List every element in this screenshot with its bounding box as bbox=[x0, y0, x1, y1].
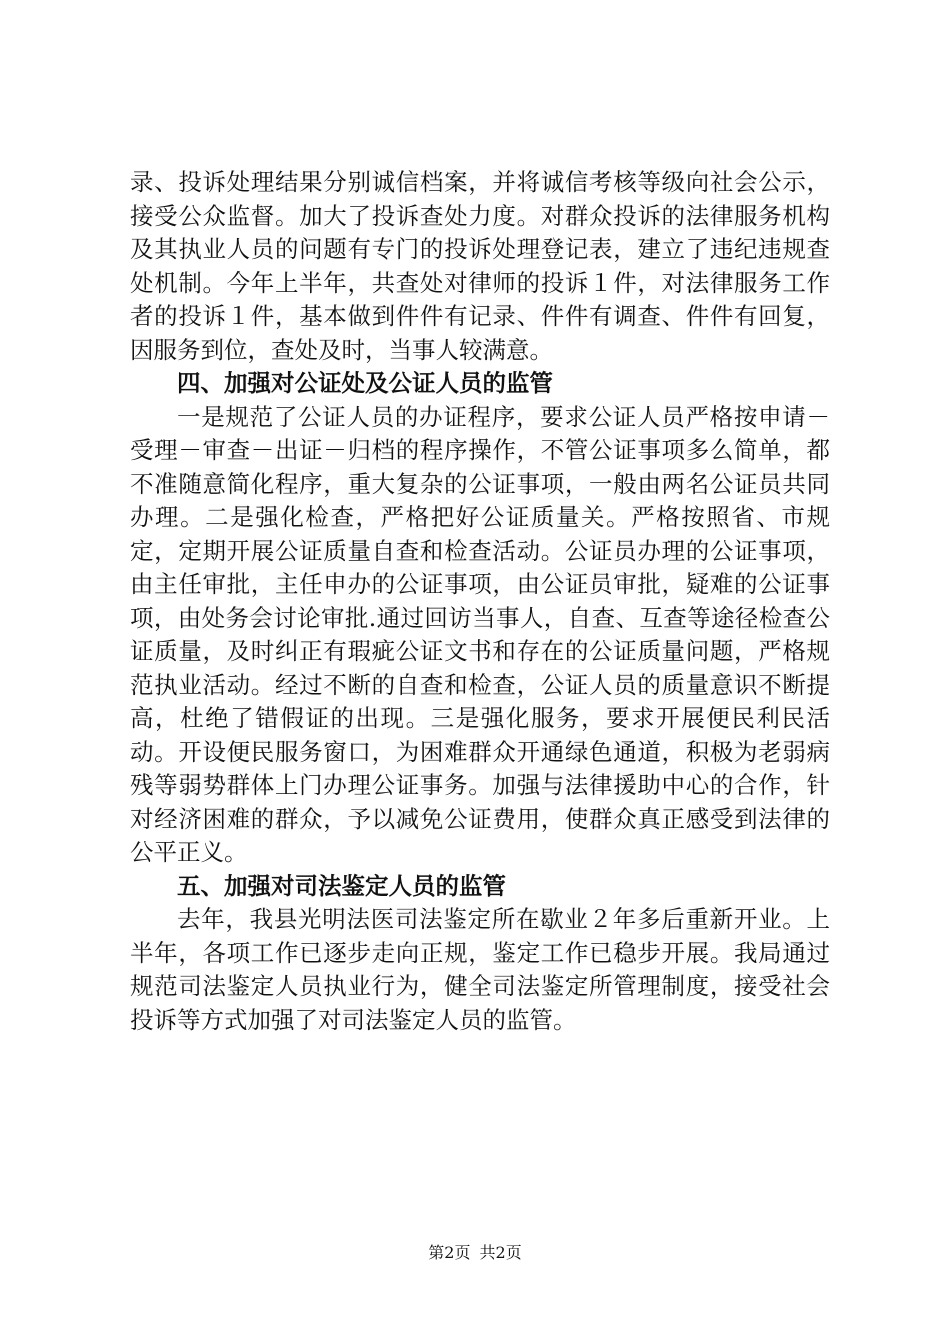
paragraph-forensic: 去年，我县光明法医司法鉴定所在歇业２年多后重新开业。上半年，各项工作已逐步走向正规，鉴定工作已稳步开展。我局通过规范司法鉴定人员执业行为，健全司法鉴定所管理制度，接受社会投诉等方式加强了对司法鉴定人员的监管。 bbox=[130, 905, 830, 1034]
document-body bbox=[130, 166, 830, 1037]
section-heading-notary: 四、加强对公证处及公证人员的监管 bbox=[177, 369, 553, 397]
page-footer bbox=[0, 1243, 950, 1263]
page-total: 共2页 bbox=[479, 1243, 522, 1262]
page-number: 第2页 bbox=[428, 1243, 471, 1262]
paragraph-notary: 一是规范了公证人员的办证程序，要求公证人员严格按申请－受理－审查－出证－归档的程序操作，不管公证事项多么简单，都不准随意简化程序，重大复杂的公证事项，一般由两名公证员共同办理。二是强化检查，严格把好公证质量关。严格按照省、市规定，定期开展公证质量自查和检查活动。公证员办理的公证事项，由主任审批，主任申办的公证事项，由公证员审批，疑难的公证事项，由处务会讨论审批.通过回访当事人，自查、互查等途径检查公证质量，及时纠正有瑕疵公证文书和存在的公证质量问题，严格规范执业活动。经过不断的自查和检查，公证人员的质量意识不断提高，杜绝了错假证的出现。三是强化服务，要求开展便民利民活动。开设便民服务窗口，为困难群众开通绿色通道，积极为老弱病残等弱势群体上门办理公证事务。加强与法律援助中心的合作，针对经济困难的群众，予以减免公证费用，使群众真正感受到法律的公平正义。 bbox=[130, 402, 830, 866]
section-heading-forensic: 五、加强对司法鉴定人员的监管 bbox=[177, 871, 506, 900]
paragraph-complaints: 录、投诉处理结果分别诚信档案，并将诚信考核等级向社会公示，接受公众监督。加大了投诉查处力度。对群众投诉的法律服务机构及其执业人员的问题有专门的投诉处理登记表，建立了违纪违规查处机制。今年上半年，共查处对律师的投诉１件，对法律服务工作者的投诉１件，基本做到件件有记录、件件有调查、件件有回复，因服务到位，查处及时，当事人较满意。 bbox=[130, 168, 830, 364]
